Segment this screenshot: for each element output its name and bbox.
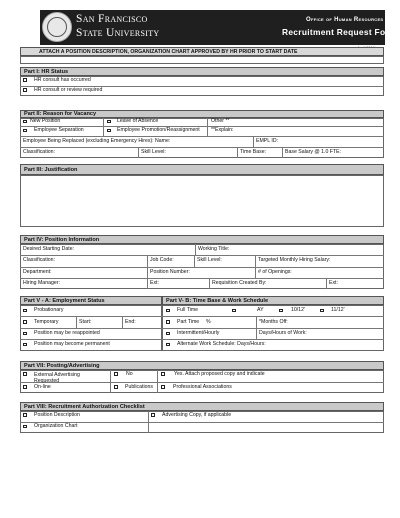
no-checkbox[interactable] — [114, 372, 118, 376]
reappointed-checkbox[interactable] — [23, 332, 27, 336]
requisition-created-by-label: Requisition Created By: — [212, 280, 267, 286]
professional-associations-checkbox[interactable] — [161, 385, 165, 389]
divider — [253, 136, 254, 147]
time-base-label: Time Base: — [240, 149, 267, 155]
eleven-twelve-checkbox[interactable] — [320, 309, 324, 313]
employee-promotion-label: Employee Promotion/Reassignment — [117, 127, 200, 133]
ten-twelve-checkbox[interactable] — [279, 309, 283, 313]
permanent-label: Position may become permanent — [34, 341, 110, 347]
desired-start-label: Desired Starting Date: — [23, 246, 75, 252]
new-position-label: New Position — [30, 118, 61, 124]
part2-header — [20, 110, 384, 118]
divider — [20, 328, 384, 329]
divider — [20, 316, 384, 317]
publications-checkbox[interactable] — [114, 385, 118, 389]
full-time-checkbox[interactable] — [166, 309, 170, 313]
part-time-checkbox[interactable] — [166, 320, 170, 324]
divider — [256, 316, 257, 339]
attachment-notice: ATTACH A POSITION DESCRIPTION, ORGANIZATION CHART APPROVED BY HR PRIOR TO START DATE — [39, 48, 298, 55]
divider — [20, 267, 384, 268]
probationary-checkbox[interactable] — [23, 309, 27, 313]
intermittent-checkbox[interactable] — [166, 332, 170, 336]
divider — [20, 339, 384, 340]
advertising-copy-label: Advertising Copy, if applicable — [162, 411, 232, 418]
hiring-manager-label: Hiring Manager: — [23, 280, 60, 286]
classification-label: Classification: — [23, 149, 56, 155]
employee-replaced-label: Employee Being Replaced (excluding Emergency Hires): Name: — [23, 138, 171, 144]
start-label: Start: — [79, 318, 92, 325]
organization-chart-checkbox[interactable] — [23, 425, 27, 429]
job-code-label: Job Code: — [150, 257, 174, 263]
divider — [147, 255, 148, 289]
full-time-label: Full Time — [177, 307, 199, 313]
employee-separation-checkbox[interactable] — [23, 129, 27, 133]
working-title-label: Working Title: — [198, 246, 230, 252]
leave-of-absence-checkbox[interactable] — [107, 120, 111, 124]
end-label: End: — [125, 318, 136, 325]
ten-twelve-label: 10/12' — [291, 307, 305, 313]
divider — [20, 278, 384, 279]
divider — [194, 255, 195, 267]
percent-label: % — [206, 318, 211, 325]
employee-separation-label: Employee Separation — [34, 127, 84, 133]
yes-label: Yes. Attach proposed copy and indicate — [174, 370, 265, 377]
part-time-label: Part Time — [177, 318, 200, 325]
intermittent-label: Intermittent/Hourly — [177, 330, 220, 336]
divider — [326, 278, 327, 289]
part4-header — [20, 235, 384, 244]
divider — [138, 147, 139, 158]
reappointed-label: Position may be reappointed — [34, 330, 100, 336]
hr-consult-occurred-label: HR consult has occurred — [34, 76, 91, 83]
online-label: On-line — [34, 383, 51, 390]
attachment-notice-bar — [20, 47, 384, 56]
divider — [255, 255, 256, 278]
online-checkbox[interactable] — [23, 385, 27, 389]
part7-title: Part VII: Posting/Advertising — [24, 362, 100, 369]
divider — [76, 316, 77, 328]
university-name-line1: San Francisco — [76, 13, 148, 25]
department-label: Department: — [23, 269, 52, 275]
temporary-checkbox[interactable] — [23, 320, 27, 324]
other-label: Other ** — [211, 118, 230, 124]
days-hours-work-label: Days/Hours of Work: — [259, 330, 307, 336]
divider — [103, 118, 104, 136]
skill-level-label: Skill Level: — [197, 257, 222, 263]
publications-label: Publications — [125, 383, 153, 390]
ay-checkbox[interactable] — [232, 309, 236, 313]
part5b-title: Part V- B: Time Base & Work Schedule — [166, 297, 269, 304]
ay-label: AY — [257, 307, 264, 313]
part2-title: Part II: Reason for Vacancy — [24, 111, 97, 117]
part1-title: Part I: HR Status — [24, 68, 69, 75]
professional-associations-label: Professional Associations — [173, 383, 232, 390]
justification-textarea[interactable] — [20, 175, 384, 227]
part8-title: Part VIII: Recruitment Authorization Checklist — [24, 403, 145, 410]
form-title: Recruitment Request Form — [282, 27, 397, 37]
permanent-checkbox[interactable] — [23, 343, 27, 347]
part5a-title: Part V - A: Employment Status — [24, 297, 105, 304]
temporary-label: Temporary — [34, 318, 59, 325]
base-salary-label: Base Salary @ 1.0 FTE: — [285, 149, 342, 155]
university-name-line2: State University — [76, 27, 160, 39]
yes-checkbox[interactable] — [161, 372, 165, 376]
eleven-twelve-label: 11/12' — [331, 307, 345, 313]
months-off-label: *Months Off: — [259, 318, 288, 325]
hr-consult-required-checkbox[interactable] — [23, 88, 27, 92]
skill-level-label: Skill Level: — [141, 149, 166, 155]
notice-blank-row — [20, 56, 384, 64]
position-number-label: Position Number: — [150, 269, 190, 275]
part3-title: Part III: Justification — [24, 166, 78, 173]
office-name: Office of Human Resources — [306, 17, 384, 23]
part7-header — [20, 361, 384, 370]
ext-label: Ext: — [329, 280, 338, 286]
explain-label: **Explain: — [211, 127, 234, 133]
divider — [157, 370, 158, 393]
divider — [237, 147, 238, 158]
part1-header — [20, 67, 384, 76]
divider — [209, 278, 210, 289]
external-advertising-label: External Advertising Requested — [34, 371, 80, 384]
divider — [110, 370, 111, 393]
target-salary-label: Targeted Monthly Hiring Salary: — [258, 257, 331, 263]
alternate-schedule-label: Alternate Work Schedule: Days/Hours: — [177, 341, 266, 347]
probationary-label: Probationary — [34, 307, 64, 313]
divider — [20, 147, 384, 148]
hr-consult-occurred-checkbox[interactable] — [23, 78, 27, 82]
divider — [20, 255, 384, 256]
employee-promotion-checkbox[interactable] — [107, 129, 111, 133]
part3-header — [20, 164, 384, 175]
part5a-header — [20, 296, 162, 305]
position-description-label: Position Description — [34, 411, 80, 418]
divider — [20, 136, 384, 137]
university-seal-icon — [42, 12, 72, 42]
divider — [282, 147, 283, 158]
classification-label: Classification: — [23, 257, 56, 263]
part8-header — [20, 402, 384, 411]
divider — [195, 244, 196, 255]
alternate-schedule-checkbox[interactable] — [166, 343, 170, 347]
advertising-copy-checkbox[interactable] — [151, 413, 155, 417]
new-position-checkbox[interactable] — [23, 120, 27, 124]
no-label: No — [126, 370, 133, 377]
position-description-checkbox[interactable] — [23, 413, 27, 417]
hr-consult-required-label: HR consult or review required — [34, 86, 103, 93]
emplid-label: EMPL ID: — [256, 138, 279, 144]
divider — [207, 118, 208, 136]
external-advertising-checkbox[interactable] — [23, 372, 27, 376]
part4-title: Part IV: Position Information — [24, 236, 100, 243]
organization-chart-label: Organization Chart — [34, 423, 78, 429]
ext-label: Ext: — [150, 280, 159, 286]
part5b-header — [162, 296, 384, 305]
divider — [148, 411, 149, 433]
openings-label: # of Openings: — [258, 269, 292, 275]
leave-of-absence-label: Leave of Absence — [117, 118, 159, 124]
divider — [122, 316, 123, 328]
